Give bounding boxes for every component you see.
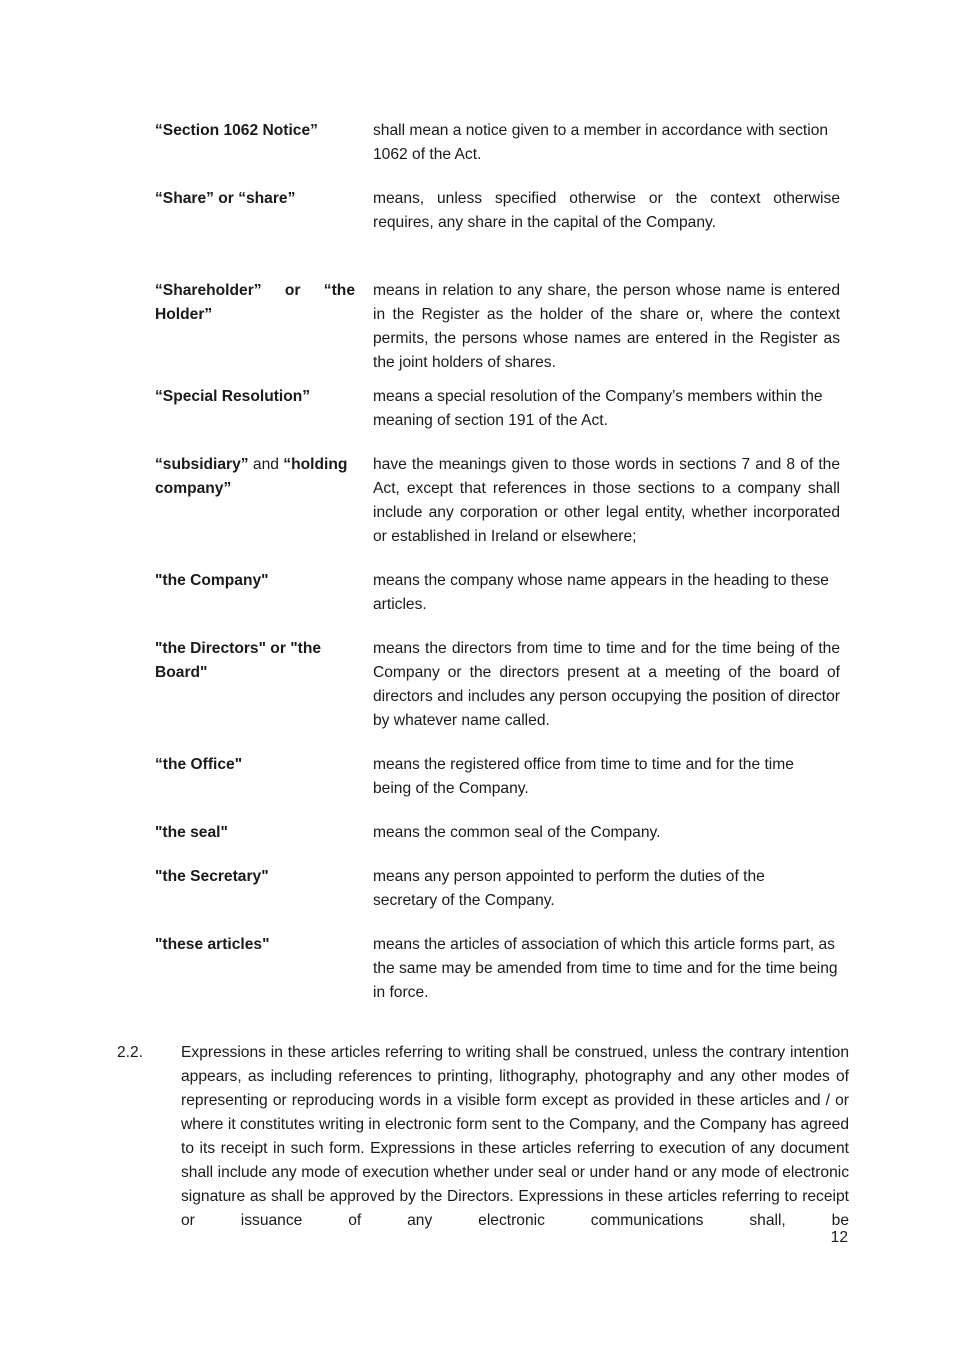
definition-term: "the Company" — [155, 572, 269, 589]
definition-meaning: means the company whose name appears in the heading to these articles. — [373, 572, 829, 613]
page-number: 12 — [830, 1229, 848, 1246]
definition-meaning: means the directors from time to time and for the time being of the Company or the directors present at a meeting of the board of directors and includes any person occupying the position of director by whatever name called. — [373, 640, 840, 729]
definition-term: “Shareholder” or “the Holder” — [155, 282, 355, 323]
definition-term-part: “holding company” — [155, 456, 348, 497]
paragraph-number: 2.2. — [117, 1044, 144, 1061]
definition-meaning: means the registered office from time to time and for the time being of the Company. — [373, 756, 794, 797]
definition-term: “Special Resolution” — [155, 388, 311, 405]
definition-meaning: means any person appointed to perform the duties of the secretary of the Company. — [373, 868, 765, 909]
definition-term-part: “subsidiary” — [155, 456, 249, 473]
definition-meaning: means in relation to any share, the person whose name is entered in the Register as the holder of the share or, where the context permits, the persons whose names are entered in the Register as the joint holders of shares. — [373, 282, 840, 371]
definition-term: "the Directors" or "the Board" — [155, 640, 322, 681]
definition-term: “Section 1062 Notice” — [155, 122, 318, 139]
definition-meaning: shall mean a notice given to a member in accordance with section 1062 of the Act. — [373, 122, 829, 163]
definition-meaning: means, unless specified otherwise or the context otherwise requires, any share in the capital of the Company. — [373, 190, 840, 231]
definition-term: “Share” or “share” — [155, 190, 296, 207]
definition-meaning: have the meanings given to those words in sections 7 and 8 of the Act, except that references in those sections to a company shall include any corporation or other legal entity, whether incorporated or established in Ireland or elsewhere; — [373, 456, 840, 545]
definition-meaning: means the articles of association of which this article forms part, as the same may be amended from time to time and for the time being in force. — [373, 936, 838, 1001]
definition-meaning: means the common seal of the Company. — [373, 824, 661, 841]
paragraph-text: Expressions in these articles referring to writing shall be construed, unless the contrary intention appears, as including references to printing, lithography, photography and any other modes of representing or reproducing words in a visible form except as provided in these articles and / or where it constitutes writing in electronic form sent to the Company, and the Company has agreed to its receipt in such form. Expressions in these articles referring to execution of any document shall include any mode of execution whether under seal or under hand or any mode of electronic signature as shall be approved by the Directors. Expressions in these articles referring to receipt or issuance of any electronic communications shall, be — [181, 1044, 849, 1229]
definition-term: "these articles" — [155, 936, 270, 953]
definition-term: “the Office" — [155, 756, 243, 773]
definition-term — [155, 453, 355, 501]
definition-term: "the seal" — [155, 824, 228, 841]
definition-term: "the Secretary" — [155, 868, 269, 885]
definition-term-connector: and — [248, 456, 284, 473]
definition-meaning: means a special resolution of the Company’s members within the meaning of section 191 of the Act. — [373, 388, 823, 429]
